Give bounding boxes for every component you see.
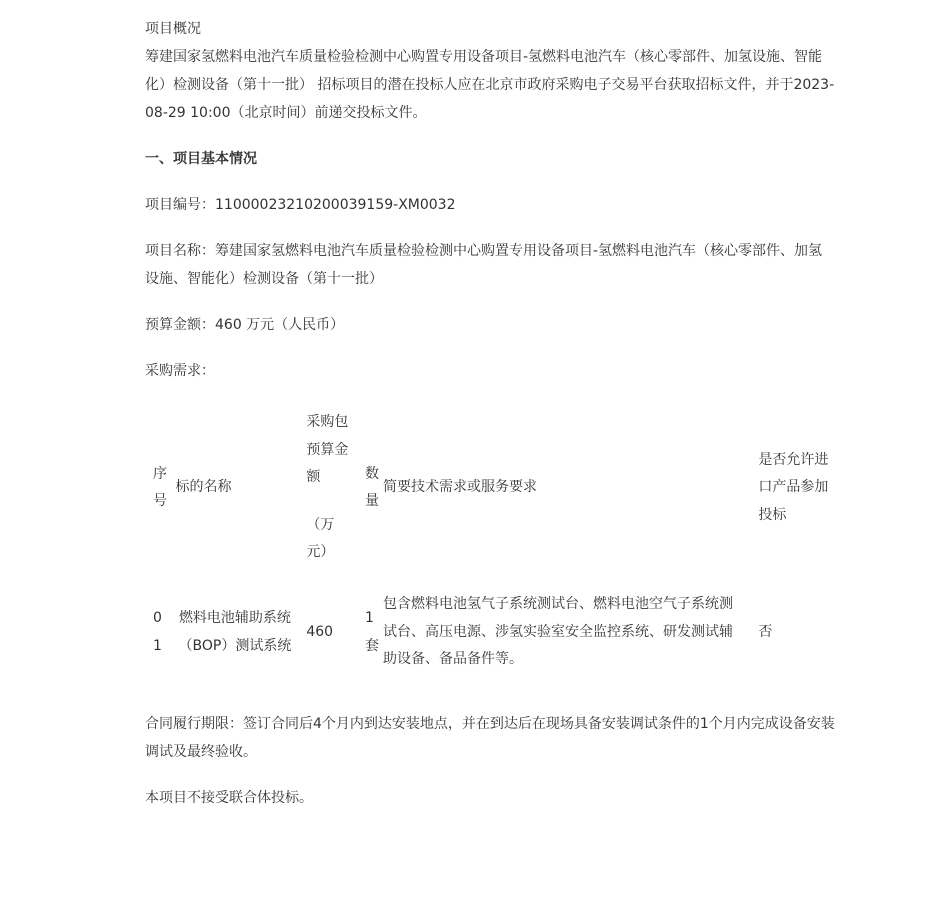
header-budget: [298, 397, 357, 579]
cell-name: 燃料电池辅助系统（BOP）测试系统: [178, 610, 292, 654]
header-qty: 数量: [364, 465, 379, 509]
table-header-row: [145, 397, 835, 579]
header-name: 标的名称: [175, 479, 232, 496]
section-heading-basic-info: 一、项目基本情况: [145, 151, 257, 167]
contract-period: 合同履行期限：签订合同后4个月内到达安装地点，并在到达后在现场具备安装调试条件的1个月内完成设备安装调试及最终验收。: [145, 716, 835, 760]
overview-text: 筹建国家氢燃料电池汽车质量检验检测中心购置专用设备项目-氢燃料电池汽车（核心零部件、加氢设施、智能化）检测设备（第十一批） 招标项目的潜在投标人应在北京市政府采购电子交易平台获取招标文件，并于2023-08-29 10:00（北京时间）前递交投标文件。: [145, 49, 835, 121]
project-number: 项目编号：11000023210200039159-XM0032: [145, 197, 456, 213]
cell-budget: 460: [306, 623, 334, 640]
table-row: [145, 579, 835, 686]
header-budget-line1: 采购包预算金额: [306, 414, 349, 486]
cell-import: 否: [758, 623, 773, 640]
announcement-content: [145, 15, 835, 812]
cell-no: 01: [153, 610, 162, 654]
cell-desc: 包含燃料电池氢气子系统测试台、燃料电池空气子系统测试台、高压电源、涉氢实验室安全监控系统、研发测试辅助设备、备品备件等。: [382, 596, 733, 668]
requirements-table: [145, 397, 835, 686]
header-budget-line2: （万元）: [306, 516, 335, 561]
header-import: 是否允许进口产品参加投标: [758, 451, 829, 523]
requirements-label: 采购需求：: [145, 363, 215, 379]
budget-amount: 预算金额：460 万元（人民币）: [145, 317, 345, 333]
header-no: 序号: [153, 465, 167, 509]
consortium-note: 本项目不接受联合体投标。: [145, 790, 313, 806]
header-desc: 简要技术需求或服务要求: [382, 479, 537, 496]
project-name: 项目名称：筹建国家氢燃料电池汽车质量检验检测中心购置专用设备项目-氢燃料电池汽车（核心零部件、加氢设施、智能化）检测设备（第十一批）: [145, 243, 823, 287]
overview-title: 项目概况: [145, 21, 201, 37]
cell-qty: 1套: [364, 610, 379, 654]
